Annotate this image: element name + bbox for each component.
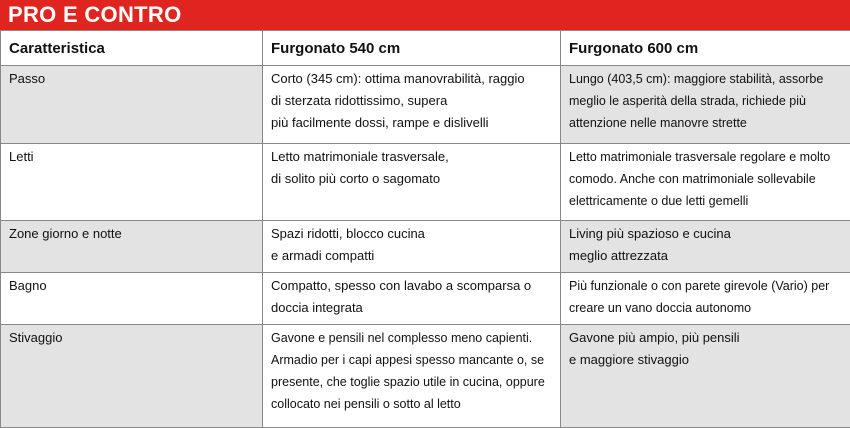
- title-banner: [0, 0, 850, 30]
- cell-line: di sterzata ridottissimo, supera: [271, 93, 448, 108]
- cell-600: [561, 221, 850, 273]
- feature-cell: Letti: [1, 144, 263, 221]
- cell-line: Living più spazioso e cucina: [569, 226, 731, 241]
- cell-600: [561, 66, 850, 144]
- cell-line: Spazi ridotti, blocco cucina: [271, 226, 425, 241]
- cell-540: [263, 221, 561, 273]
- cell-540: [263, 66, 561, 144]
- cell-line: Gavone più ampio, più pensili: [569, 330, 740, 345]
- header-540: Furgonato 540 cm: [263, 31, 561, 66]
- cell-line: Letto matrimoniale trasversale,: [271, 149, 449, 164]
- header-feature: Caratteristica: [1, 31, 263, 66]
- cell-line: collocato nei pensili o sotto al letto: [271, 397, 461, 411]
- cell-line: Letto matrimoniale trasversale regolare e molto: [569, 150, 831, 164]
- cell-line: e armadi compatti: [271, 248, 375, 263]
- table-row: [1, 144, 850, 221]
- table-row: [1, 273, 850, 325]
- cell-line: Più funzionale o con parete girevole (Vario) per: [569, 279, 830, 293]
- table-row: [1, 325, 850, 428]
- cell-line: elettricamente o due letti gemelli: [569, 194, 749, 208]
- cell-600: [561, 325, 850, 428]
- feature-cell: Stivaggio: [1, 325, 263, 428]
- header-row: [1, 31, 850, 66]
- cell-line: Compatto, spesso con lavabo a scomparsa o: [271, 278, 532, 293]
- feature-cell: Bagno: [1, 273, 263, 325]
- cell-line: Gavone e pensili nel complesso meno capienti.: [271, 331, 533, 345]
- cell-540: [263, 273, 561, 325]
- cell-540: [263, 144, 561, 221]
- cell-line: attenzione nelle manovre strette: [569, 116, 747, 130]
- feature-cell: Passo: [1, 66, 263, 144]
- cell-600: [561, 144, 850, 221]
- cell-600: [561, 273, 850, 325]
- cell-line: creare un vano doccia autonomo: [569, 301, 752, 315]
- table-row: [1, 66, 850, 144]
- cell-540: [263, 325, 561, 428]
- page-title: PRO E CONTRO: [8, 2, 182, 27]
- cell-line: presente, che toglie spazio utile in cucina, oppure: [271, 375, 545, 389]
- feature-cell: Zone giorno e notte: [1, 221, 263, 273]
- table-row: [1, 221, 850, 273]
- cell-line: Armadio per i capi appesi spesso mancante o, se: [271, 353, 545, 367]
- cell-line: meglio attrezzata: [569, 248, 668, 263]
- comparison-table: [0, 30, 850, 428]
- cell-line: Lungo (403,5 cm): maggiore stabilità, assorbe: [569, 72, 824, 86]
- cell-line: e maggiore stivaggio: [569, 352, 689, 367]
- cell-line: meglio le asperità della strada, richiede più: [569, 94, 806, 108]
- header-600: Furgonato 600 cm: [561, 31, 850, 66]
- cell-line: Corto (345 cm): ottima manovrabilità, raggio: [271, 71, 525, 86]
- cell-line: comodo. Anche con matrimoniale sollevabile: [569, 172, 816, 186]
- cell-line: doccia integrata: [271, 300, 363, 315]
- cell-line: più facilmente dossi, rampe e dislivelli: [271, 115, 489, 130]
- cell-line: di solito più corto o sagomato: [271, 171, 441, 186]
